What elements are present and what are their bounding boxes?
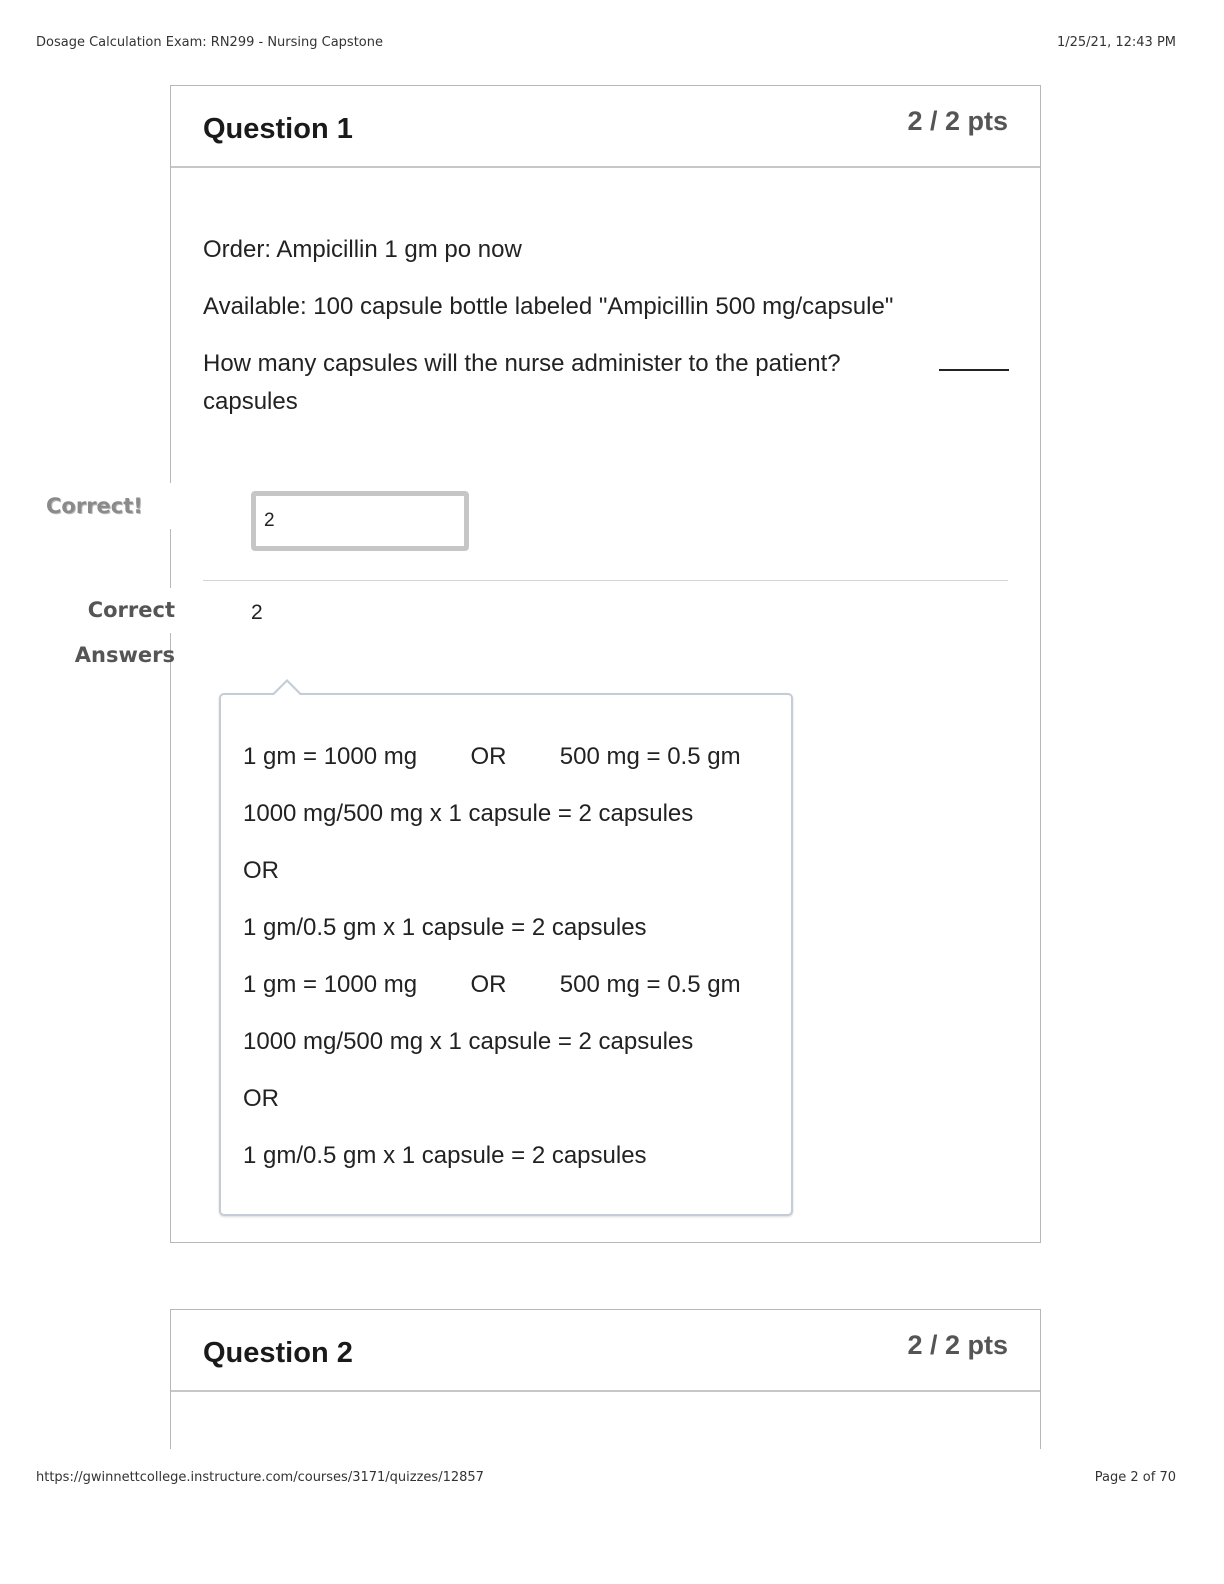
- question-2-title: Question 2: [203, 1337, 353, 1369]
- question-1-prompt-unit: capsules: [203, 388, 298, 415]
- comment-line: OR: [243, 857, 279, 884]
- answer-blank-line: [939, 345, 1009, 371]
- comment-line: 1000 mg/500 mg x 1 capsule = 2 capsules: [243, 800, 694, 827]
- comment-line: 1 gm = 1000 mg OR 500 mg = 0.5 gm: [243, 743, 741, 770]
- answer-comment-box: [219, 693, 793, 1216]
- question-2-points: 2 / 2 pts: [907, 1330, 1008, 1360]
- question-1-prompt-block: [203, 345, 1013, 421]
- question-1-points: 2 / 2 pts: [907, 106, 1008, 136]
- print-header-datetime: 1/25/21, 12:43 PM: [1056, 35, 1176, 50]
- question-1-card: [170, 85, 1041, 1243]
- question-1-order: Order: Ampicillin 1 gm po now: [203, 236, 522, 263]
- question-1-available: Available: 100 capsule bottle labeled "Ampicillin 500 mg/capsule": [203, 293, 894, 320]
- comment-line: 1 gm = 1000 mg OR 500 mg = 0.5 gm: [243, 971, 741, 998]
- answer-input-value: 2: [264, 510, 275, 531]
- print-header-title: Dosage Calculation Exam: RN299 - Nursing Capstone: [36, 35, 383, 50]
- comment-pointer: [271, 679, 303, 695]
- correct-answers-label: Correct Answers: [0, 588, 175, 633]
- question-1-header: [171, 86, 1040, 168]
- print-footer-url[interactable]: https://gwinnettcollege.instructure.com/courses/3171/quizzes/12857: [36, 1470, 484, 1485]
- comment-line: 1 gm/0.5 gm x 1 capsule = 2 capsules: [243, 914, 647, 941]
- answer-input[interactable]: [251, 491, 469, 551]
- print-footer: [36, 1470, 1176, 1485]
- comment-text: [243, 737, 781, 1193]
- correct-indicator-label: Correct!: [46, 483, 176, 529]
- question-2-card: [170, 1309, 1041, 1449]
- answer-divider: [203, 580, 1008, 581]
- comment-line: 1 gm/0.5 gm x 1 capsule = 2 capsules: [243, 1142, 647, 1169]
- correct-answer-value: 2: [251, 601, 263, 624]
- question-2-header: [171, 1310, 1040, 1392]
- comment-line: OR: [243, 1085, 279, 1112]
- comment-line: 1000 mg/500 mg x 1 capsule = 2 capsules: [243, 1028, 694, 1055]
- question-1-text: [203, 231, 1013, 440]
- question-1-title: Question 1: [203, 113, 353, 145]
- print-header: [36, 35, 1176, 50]
- print-footer-page: Page 2 of 70: [1094, 1470, 1176, 1485]
- question-1-prompt: How many capsules will the nurse administer to the patient?: [203, 350, 841, 377]
